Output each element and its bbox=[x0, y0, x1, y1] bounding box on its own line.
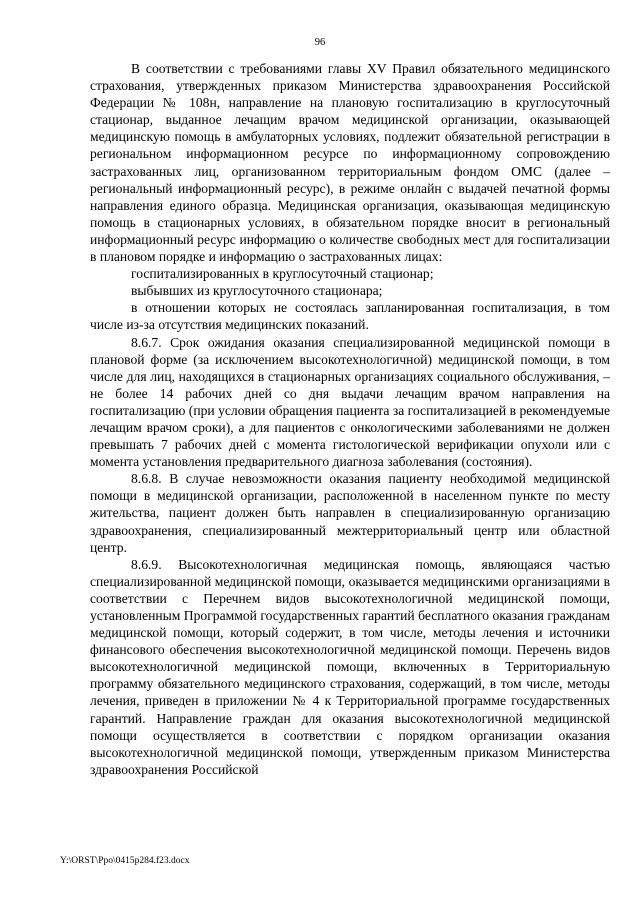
list-item-hospitalized: госпитализированных в круглосуточный стационар; bbox=[131, 266, 434, 282]
paragraph-8-6-7: 8.6.7. Срок ожидания оказания специализированной медицинской помощи в плановой форме (за исключением высокотехнологичной) медицинской помощи, в том числе для лиц, находящихся в стационарных организациях социального обслуживания, – не более 14 рабочих дней со дня выдачи лечащим врачом направления на госпитализацию (при условии обращения пациента за госпитализацией в рекомендуемые лечащим врачом сроки), а для пациентов с онкологическими заболеваниями не должен превышать 7 рабочих дней с момента гистологической верификации опухоли или с момента установления предварительного диагноза заболевания (состояния). bbox=[90, 334, 610, 470]
list-item-not-hospitalized: в отношении которых не состоялась запланированная госпитализация, в том числе из-за отсутствия медицинских показаний. bbox=[90, 300, 610, 333]
paragraph-registration: В соответствии с требованиями главы XV Правил обязательного медицинского страхования, утвержденных приказом Министерства здравоохранения Российской Федерации № 108н, направление на плановую госпитализацию в круглосуточный стационар, выданное лечащим врачом медицинской организации, оказывающей медицинскую помощь в амбулаторных условиях, подлежит обязательной регистрации в региональном информационном ресурсе по информационному сопровождению застрахованных лиц, организованном территориальным фондом ОМС (далее – региональный информационный ресурс), в режиме онлайн с выдачей печатной формы направления единого образца. Медицинская организация, оказывающая медицинскую помощь в стационарных условиях, в обязательном порядке вносит в региональный информационный ресурс информацию о количестве свободных мест для госпитализации в плановом порядке и информацию о застрахованных лицах: bbox=[90, 61, 610, 265]
footer-file-path: Y:\ORST\Ppo\0415p284.f23.docx bbox=[60, 856, 190, 866]
list-item-discharged: выбывших из круглосуточного стационара; bbox=[131, 283, 383, 299]
page-number: 96 bbox=[314, 37, 326, 48]
paragraph-8-6-8: 8.6.8. В случае невозможности оказания пациенту необходимой медицинской помощи в медицинской организации, расположенной в населенном пункте по месту жительства, пациент должен быть направлен в специализированную организацию здравоохранения, специализированный межтерриториальный центр или областной центр. bbox=[90, 471, 610, 555]
document-body bbox=[90, 60, 610, 778]
paragraph-8-6-9: 8.6.9. Высокотехнологичная медицинская помощь, являющаяся частью специализированной медицинской помощи, оказывается медицинскими организациями в соответствии с Перечнем видов высокотехнологичной медицинской помощи, установленным Программой государственных гарантий бесплатного оказания гражданам медицинской помощи, который содержит, в том числе, методы лечения и источники финансового обеспечения высокотехнологичной медицинской помощи. Перечень видов высокотехнологичной медицинской помощи, включенных в Территориальную программу обязательного медицинского страхования, содержащий, в том числе, методы лечения, приведен в приложении № 4 к Территориальной программе государственных гарантий. Направление граждан для оказания высокотехнологичной медицинской помощи осуществляется в соответствии с порядком организации оказания высокотехнологичной медицинской помощи, утвержденным приказом Министерства здравоохранения Российской bbox=[90, 556, 610, 777]
